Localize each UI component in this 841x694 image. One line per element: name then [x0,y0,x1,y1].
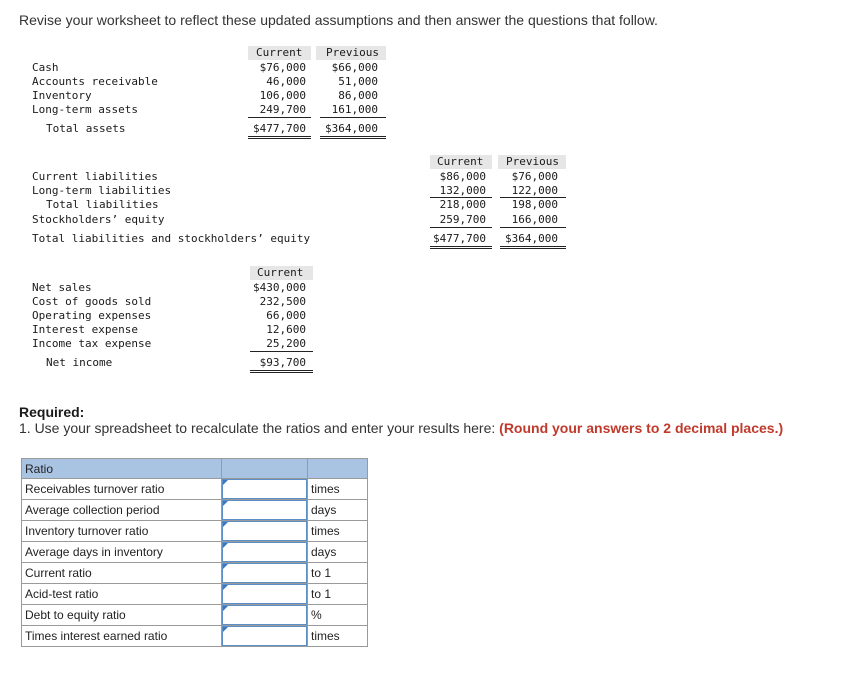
table-row [22,521,368,542]
table-row [22,500,368,521]
ratio-label: Current ratio [22,563,222,584]
table-row [22,584,368,605]
asset-current-inventory: 106,000 [259,89,306,102]
liabilities-current-header: Current [437,155,484,168]
income-doubleline [250,370,313,373]
income-current-tax: 25,200 [266,337,306,350]
liability-label-current: Current liabilities [32,170,158,183]
asset-previous-receivables: 51,000 [338,75,378,88]
table-row [22,605,368,626]
required-question [19,420,783,436]
liability-previous-total: 198,000 [511,198,558,211]
ratio-label: Average collection period [22,500,222,521]
receivables-turnover-input[interactable] [222,479,307,499]
ratio-label: Acid-test ratio [22,584,222,605]
asset-previous-total: $364,000 [325,122,378,135]
required-text: 1. Use your spreadsheet to recalculate the ratios and enter your results here: [19,420,500,436]
liability-current-total: 218,000 [439,198,486,211]
liabilities-previous-doubleline [500,246,566,249]
assets-current-header: Current [256,46,303,59]
debt-to-equity-input[interactable] [222,605,307,625]
asset-label-receivables: Accounts receivable [32,75,158,88]
table-row [22,542,368,563]
acid-test-input[interactable] [222,584,307,604]
liability-current-equity: 259,700 [439,213,486,226]
liability-current-longterm: 132,000 [439,184,486,197]
income-label-net: Net income [46,356,113,369]
liability-label-equity: Stockholders’ equity [32,213,165,226]
income-label-interest: Interest expense [32,323,138,336]
liability-current-current: $86,000 [439,170,486,183]
asset-label-longterm: Long-term assets [32,103,138,116]
ratio-table-header [22,459,368,479]
ratio-unit: to 1 [308,563,368,584]
ratio-unit: times [308,479,368,500]
asset-current-longterm: 249,700 [259,103,306,116]
assets-current-underline [248,117,311,118]
ratio-label: Average days in inventory [22,542,222,563]
inventory-turnover-input[interactable] [222,521,307,541]
income-underline [250,351,313,352]
asset-current-cash: $76,000 [259,61,306,74]
ratio-header-unit [308,459,368,479]
income-label-opex: Operating expenses [32,309,152,322]
table-row [22,626,368,647]
required-note: (Round your answers to 2 decimal places.) [499,420,784,436]
income-label-cogs: Cost of goods sold [32,295,152,308]
asset-label-cash: Cash [32,61,59,74]
liability-previous-grand-total: $364,000 [505,232,558,245]
liabilities-previous-header: Previous [506,155,559,168]
assets-previous-header: Previous [326,46,379,59]
ratio-input-cell [222,626,308,647]
assets-current-doubleline [248,136,311,139]
liability-previous-current: $76,000 [511,170,558,183]
times-interest-earned-input[interactable] [222,626,307,646]
liability-current-grand-total: $477,700 [433,232,486,245]
ratio-input-cell [222,563,308,584]
asset-current-receivables: 46,000 [266,75,306,88]
table-row [22,479,368,500]
asset-previous-inventory: 86,000 [338,89,378,102]
income-current-sales: $430,000 [253,281,306,294]
ratio-header-value [222,459,308,479]
ratio-input-cell [222,479,308,500]
asset-label-total: Total assets [46,122,126,135]
income-current-net: $93,700 [259,356,306,369]
liabilities-previous-underline-2 [500,227,566,228]
income-current-cogs: 232,500 [259,295,306,308]
ratio-header-label: Ratio [22,459,222,479]
income-current-header: Current [257,266,304,279]
liability-previous-longterm: 122,000 [511,184,558,197]
assets-previous-underline [320,117,386,118]
asset-label-inventory: Inventory [32,89,92,102]
income-label-tax: Income tax expense [32,337,152,350]
ratio-label: Debt to equity ratio [22,605,222,626]
ratio-unit: days [308,542,368,563]
current-ratio-input[interactable] [222,563,307,583]
instructions-text: Revise your worksheet to reflect these updated assumptions and then answer the questions that follow. [19,12,658,28]
liability-label-longterm: Long-term liabilities [32,184,172,197]
ratio-unit: times [308,626,368,647]
ratio-input-cell [222,542,308,563]
ratio-unit: to 1 [308,584,368,605]
asset-current-total: $477,700 [253,122,306,135]
ratio-label: Inventory turnover ratio [22,521,222,542]
liability-previous-equity: 166,000 [511,213,558,226]
asset-previous-longterm: 161,000 [331,103,378,116]
income-current-interest: 12,600 [266,323,306,336]
required-title: Required: [19,404,85,420]
liability-label-grand-total: Total liabilities and stockholders’ equity [32,232,311,245]
ratio-unit: days [308,500,368,521]
ratio-label: Times interest earned ratio [22,626,222,647]
ratio-input-cell [222,605,308,626]
ratio-input-cell [222,500,308,521]
liabilities-current-underline-2 [430,227,492,228]
days-in-inventory-input[interactable] [222,542,307,562]
liability-label-total: Total liabilities [46,198,159,211]
income-label-sales: Net sales [32,281,92,294]
assets-previous-doubleline [320,136,386,139]
income-current-opex: 66,000 [266,309,306,322]
ratio-label: Receivables turnover ratio [22,479,222,500]
table-row [22,563,368,584]
ratio-input-cell [222,521,308,542]
asset-previous-cash: $66,000 [331,61,378,74]
ratio-unit: % [308,605,368,626]
collection-period-input[interactable] [222,500,307,520]
ratio-input-cell [222,584,308,605]
ratio-unit: times [308,521,368,542]
ratio-table [21,458,368,647]
liabilities-current-doubleline [430,246,492,249]
